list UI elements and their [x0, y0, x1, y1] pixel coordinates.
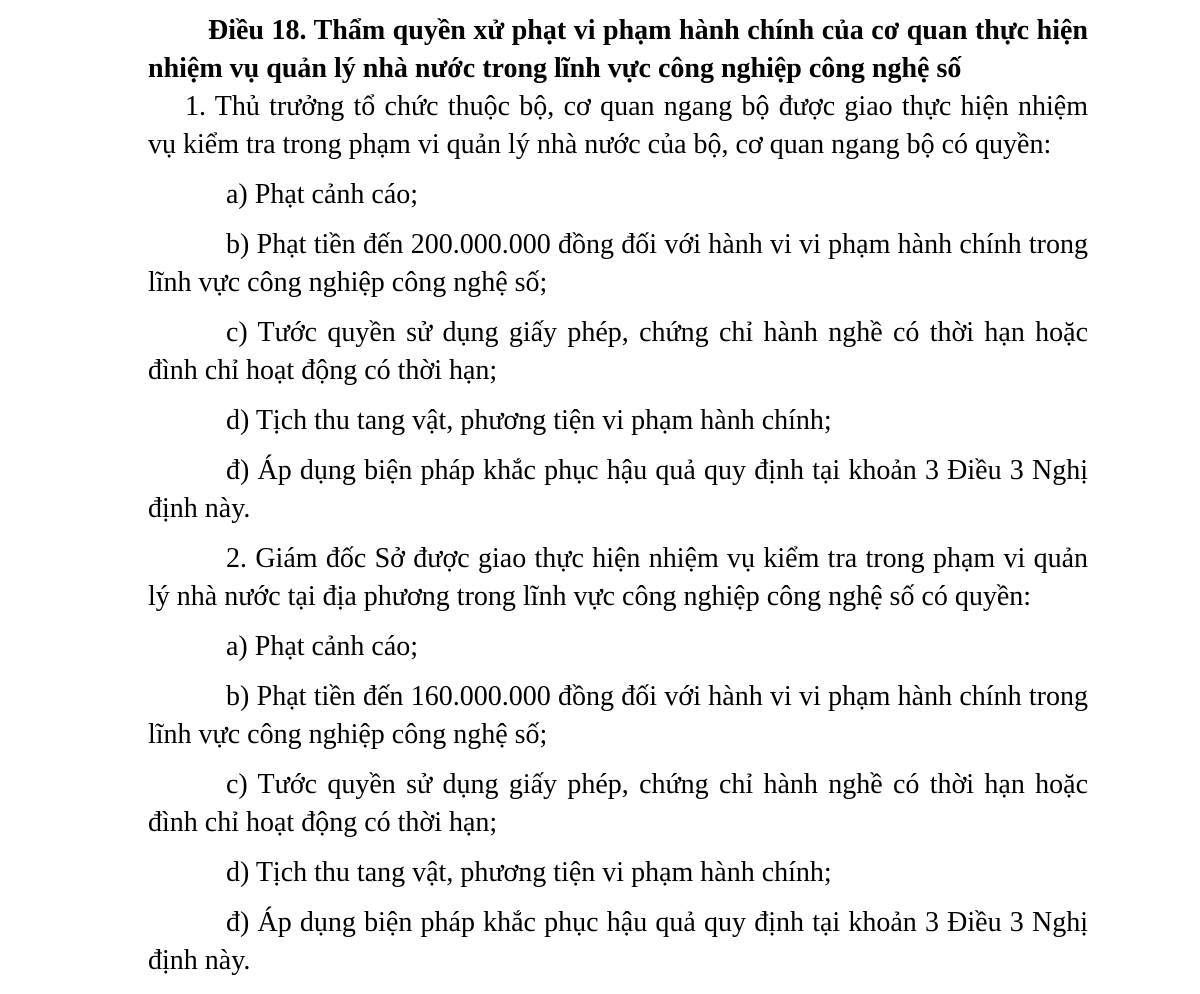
article-body — [148, 88, 1088, 980]
legal-paragraph: c) Tước quyền sử dụng giấy phép, chứng chỉ hành nghề có thời hạn hoặc đình chỉ hoạt động có thời hạn; — [148, 769, 1088, 838]
legal-paragraph: a) Phạt cảnh cáo; — [226, 179, 419, 210]
legal-paragraph: d) Tịch thu tang vật, phương tiện vi phạm hành chính; — [226, 405, 832, 436]
legal-paragraph: a) Phạt cảnh cáo; — [226, 631, 419, 662]
legal-paragraph: đ) Áp dụng biện pháp khắc phục hậu quả quy định tại khoản 3 Điều 3 Nghị định này. — [148, 455, 1088, 524]
article-heading: Điều 18. Thẩm quyền xử phạt vi phạm hành chính của cơ quan thực hiện nhiệm vụ quản lý nhà nước trong lĩnh vực công nghiệp công nghệ số — [148, 15, 1088, 84]
legal-paragraph: c) Tước quyền sử dụng giấy phép, chứng chỉ hành nghề có thời hạn hoặc đình chỉ hoạt động có thời hạn; — [148, 317, 1088, 386]
legal-paragraph: b) Phạt tiền đến 200.000.000 đồng đối với hành vi vi phạm hành chính trong lĩnh vực công nghiệp công nghệ số; — [148, 229, 1088, 298]
legal-paragraph: d) Tịch thu tang vật, phương tiện vi phạm hành chính; — [226, 857, 832, 888]
legal-paragraph: 2. Giám đốc Sở được giao thực hiện nhiệm vụ kiểm tra trong phạm vi quản lý nhà nước tại địa phương trong lĩnh vực công nghiệp công nghệ số có quyền: — [148, 543, 1088, 612]
legal-paragraph: 1. Thủ trưởng tổ chức thuộc bộ, cơ quan ngang bộ được giao thực hiện nhiệm vụ kiểm tra trong phạm vi quản lý nhà nước của bộ, cơ quan ngang bộ có quyền: — [148, 91, 1088, 160]
legal-paragraph: đ) Áp dụng biện pháp khắc phục hậu quả quy định tại khoản 3 Điều 3 Nghị định này. — [148, 907, 1088, 976]
legal-paragraph: b) Phạt tiền đến 160.000.000 đồng đối với hành vi vi phạm hành chính trong lĩnh vực công nghiệp công nghệ số; — [148, 681, 1088, 750]
